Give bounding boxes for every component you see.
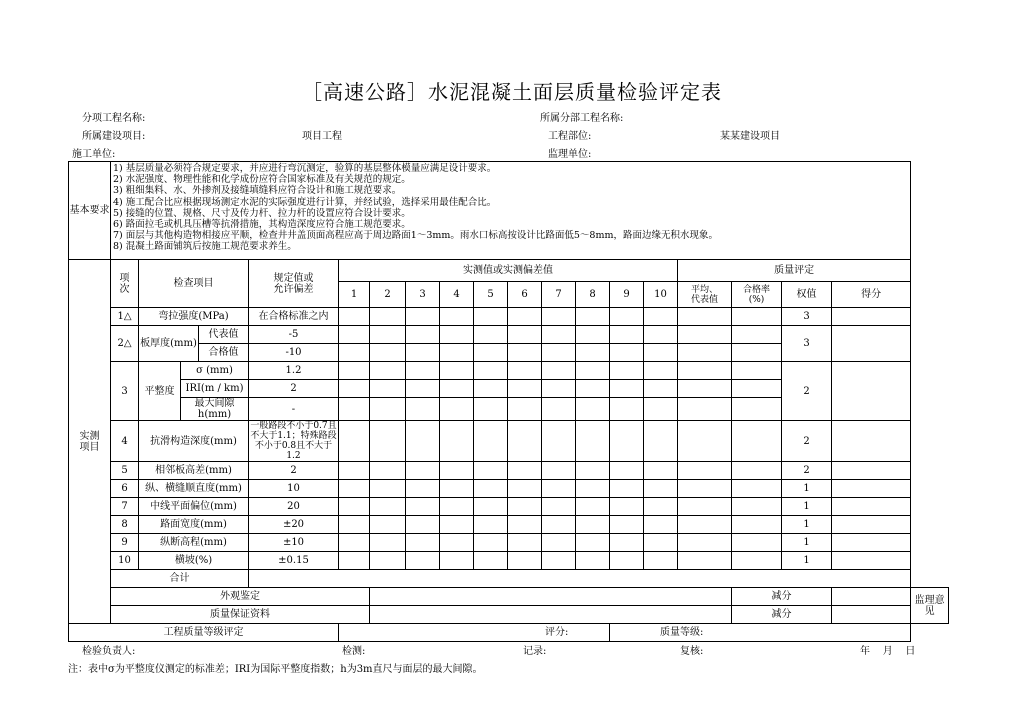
row-weight: 3: [782, 326, 832, 362]
value-cell[interactable]: [644, 534, 678, 552]
row-weight: 1: [782, 498, 832, 516]
zhibao-value[interactable]: [370, 606, 732, 624]
value-cell[interactable]: [678, 398, 732, 421]
value-cell[interactable]: [370, 462, 406, 480]
value-cell[interactable]: [644, 462, 678, 480]
value-cell[interactable]: [832, 326, 911, 362]
value-cell[interactable]: [508, 498, 542, 516]
value-cell[interactable]: [370, 398, 406, 421]
value-cell[interactable]: [610, 498, 644, 516]
value-cell[interactable]: [732, 308, 782, 326]
value-cell[interactable]: [406, 480, 440, 498]
value-cell[interactable]: [678, 380, 732, 398]
row-spec: -10: [249, 344, 339, 362]
value-cell[interactable]: [732, 326, 782, 344]
row-subitem: 代表值: [199, 326, 249, 344]
value-cell[interactable]: [508, 516, 542, 534]
value-cell[interactable]: [576, 552, 610, 570]
row-no: 10: [111, 552, 139, 570]
value-cell[interactable]: [732, 398, 782, 421]
row-spec: 20: [249, 498, 339, 516]
value-cell[interactable]: [440, 398, 474, 421]
row-weight: 2: [782, 362, 832, 421]
value-cell[interactable]: [406, 344, 440, 362]
value-cell[interactable]: [508, 480, 542, 498]
value-cell[interactable]: [370, 421, 406, 462]
date-label: 年 月 日: [860, 646, 916, 657]
value-cell[interactable]: [370, 326, 406, 344]
value-cell[interactable]: [508, 326, 542, 344]
value-cell[interactable]: [832, 421, 911, 462]
row-weight: 1: [782, 480, 832, 498]
heji-label: 合计: [111, 570, 249, 588]
col-num: 6: [508, 282, 542, 308]
row-spec: 一般路段不小于0.7且不大于1.1；特殊路段不小于0.8且不大于1.2: [250, 421, 337, 461]
value-cell[interactable]: [610, 308, 644, 326]
value-cell[interactable]: [732, 498, 782, 516]
value-cell[interactable]: [610, 326, 644, 344]
value-cell[interactable]: [406, 362, 440, 380]
value-cell[interactable]: [576, 516, 610, 534]
waiguan-label: 外观鉴定: [111, 588, 370, 606]
value-cell[interactable]: [678, 552, 732, 570]
value-cell[interactable]: [678, 480, 732, 498]
row-subitem: IRI(m / km): [181, 380, 249, 398]
col-zhiliang-group: 质量评定: [678, 260, 911, 282]
value-cell[interactable]: [610, 421, 644, 462]
value-cell[interactable]: [440, 534, 474, 552]
waiguan-jianfen-value[interactable]: [832, 588, 911, 606]
value-cell[interactable]: [474, 344, 508, 362]
req-line: 5) 接缝的位置、规格、尺寸及传力杆、拉力杆的设置应符合设计要求。: [113, 207, 411, 219]
value-cell[interactable]: [832, 480, 911, 498]
value-cell[interactable]: [339, 552, 370, 570]
value-cell[interactable]: [440, 362, 474, 380]
table-row: [69, 552, 949, 570]
table-row: [69, 516, 949, 534]
value-cell[interactable]: [339, 398, 370, 421]
value-cell[interactable]: [832, 362, 911, 421]
row-no: 3: [111, 362, 139, 421]
row-spec: ±0.15: [249, 552, 339, 570]
value-cell[interactable]: [339, 308, 370, 326]
col-num: 1: [339, 282, 370, 308]
col-num: 5: [474, 282, 508, 308]
row-spec: ±20: [249, 516, 339, 534]
value-cell[interactable]: [732, 421, 782, 462]
value-cell[interactable]: [508, 421, 542, 462]
fuzeren-label: 检验负责人:: [82, 646, 136, 657]
value-cell[interactable]: [732, 534, 782, 552]
value-cell[interactable]: [508, 362, 542, 380]
value-cell[interactable]: [339, 380, 370, 398]
col-pingjun: 平均、 代表值: [678, 282, 732, 308]
basic-requirements-text: [111, 162, 911, 260]
table-row: [69, 421, 949, 462]
value-cell[interactable]: [542, 344, 576, 362]
value-cell[interactable]: [339, 534, 370, 552]
col-hegelv: 合格率 (%): [732, 282, 782, 308]
value-cell[interactable]: [542, 308, 576, 326]
gongcheng-buwei-value: 某某建设项目: [720, 131, 780, 142]
value-cell[interactable]: [440, 552, 474, 570]
value-cell[interactable]: [440, 421, 474, 462]
row-weight: 1: [782, 516, 832, 534]
value-cell[interactable]: [678, 308, 732, 326]
value-cell[interactable]: [678, 516, 732, 534]
value-cell[interactable]: [508, 552, 542, 570]
row-item: 板厚度(mm): [139, 326, 199, 362]
value-cell[interactable]: [339, 516, 370, 534]
value-cell[interactable]: [474, 552, 508, 570]
value-cell[interactable]: [440, 380, 474, 398]
row-no: 7: [111, 498, 139, 516]
row-spec: ±10: [249, 534, 339, 552]
row-no: 8: [111, 516, 139, 534]
value-cell[interactable]: [370, 308, 406, 326]
value-cell[interactable]: [542, 398, 576, 421]
value-cell[interactable]: [370, 362, 406, 380]
value-cell[interactable]: [678, 462, 732, 480]
value-cell[interactable]: [542, 326, 576, 344]
col-num: 8: [576, 282, 610, 308]
value-cell[interactable]: [576, 421, 610, 462]
value-cell[interactable]: [678, 534, 732, 552]
value-cell[interactable]: [474, 326, 508, 344]
row-spec: 10: [249, 480, 339, 498]
value-cell[interactable]: [576, 534, 610, 552]
req-line: 2) 水泥强度、物理性能和化学成份应符合国家标准及有关规范的规定。: [113, 174, 411, 186]
req-line: 4) 施工配合比应根据现场测定水泥的实际强度进行计算，并经试验，选择采用最佳配合比。: [113, 196, 497, 208]
value-cell[interactable]: [644, 344, 678, 362]
value-cell[interactable]: [732, 380, 782, 398]
zhibao-label: 质量保证资料: [111, 606, 370, 624]
value-cell[interactable]: [644, 516, 678, 534]
value-cell[interactable]: [678, 498, 732, 516]
table-row: [69, 498, 949, 516]
value-cell[interactable]: [542, 534, 576, 552]
value-cell[interactable]: [474, 308, 508, 326]
value-cell[interactable]: [542, 380, 576, 398]
col-num: 4: [440, 282, 474, 308]
value-cell[interactable]: [339, 480, 370, 498]
value-cell[interactable]: [610, 380, 644, 398]
gongcheng-buwei-label: 工程部位:: [548, 131, 592, 142]
col-guiding: 规定值或 允许偏差: [249, 260, 339, 308]
table-row: [69, 570, 949, 588]
row-item: 相邻板高差(mm): [139, 462, 249, 480]
table-row: [69, 326, 949, 344]
value-cell[interactable]: [406, 498, 440, 516]
value-cell[interactable]: [610, 398, 644, 421]
jilu-label: 记录:: [523, 646, 547, 657]
waiguan-value[interactable]: [370, 588, 732, 606]
value-cell[interactable]: [610, 516, 644, 534]
value-cell[interactable]: [610, 362, 644, 380]
value-cell[interactable]: [339, 498, 370, 516]
value-cell[interactable]: [644, 398, 678, 421]
row-spec: 2: [249, 462, 339, 480]
table-row: [69, 606, 949, 624]
value-cell[interactable]: [440, 498, 474, 516]
col-defen: 得分: [832, 282, 911, 308]
value-cell[interactable]: [732, 344, 782, 362]
value-cell[interactable]: [440, 480, 474, 498]
req-line: 3) 粗细集料、水、外掺剂及接缝填缝料应符合设计和施工规范要求。: [113, 185, 402, 197]
value-cell[interactable]: [406, 421, 440, 462]
row-no: 9: [111, 534, 139, 552]
row-item: 中线平面偏位(mm): [139, 498, 249, 516]
dengji-label: 工程质量等级评定: [69, 624, 339, 642]
value-cell[interactable]: [678, 421, 732, 462]
value-cell[interactable]: [474, 534, 508, 552]
value-cell[interactable]: [370, 516, 406, 534]
value-cell[interactable]: [474, 516, 508, 534]
value-cell[interactable]: [832, 552, 911, 570]
row-spec: -: [249, 398, 339, 421]
row-no: 5: [111, 462, 139, 480]
value-cell[interactable]: [832, 308, 911, 326]
row-weight: 2: [782, 462, 832, 480]
row-item: 纵、横缝顺直度(mm): [139, 480, 249, 498]
value-cell[interactable]: [576, 308, 610, 326]
value-cell[interactable]: [576, 498, 610, 516]
value-cell[interactable]: [542, 516, 576, 534]
value-cell[interactable]: [474, 462, 508, 480]
shigong-label: 施工单位:: [72, 149, 116, 160]
row-subitem: 最大间隙h(mm): [181, 398, 249, 421]
value-cell[interactable]: [406, 534, 440, 552]
value-cell[interactable]: [474, 380, 508, 398]
value-cell[interactable]: [644, 326, 678, 344]
value-cell[interactable]: [339, 421, 370, 462]
pingfen-label: 评分:: [339, 624, 610, 642]
value-cell[interactable]: [508, 534, 542, 552]
value-cell[interactable]: [644, 552, 678, 570]
value-cell[interactable]: [440, 308, 474, 326]
inspection-table: [68, 161, 949, 642]
value-cell[interactable]: [474, 362, 508, 380]
value-cell[interactable]: [542, 462, 576, 480]
row-weight: 3: [782, 308, 832, 326]
value-cell[interactable]: [406, 308, 440, 326]
value-cell[interactable]: [576, 398, 610, 421]
waiguan-jianfen-label: 减分: [732, 588, 832, 606]
table-row: [69, 308, 949, 326]
row-item: 平整度: [139, 362, 181, 421]
value-cell[interactable]: [542, 362, 576, 380]
value-cell[interactable]: [339, 462, 370, 480]
value-cell[interactable]: [440, 344, 474, 362]
fuhe-label: 复核:: [680, 646, 704, 657]
req-line: 8) 混凝土路面铺筑后按施工规范要求养生。: [113, 241, 297, 253]
row-subitem: σ (mm): [181, 362, 249, 380]
value-cell[interactable]: [832, 498, 911, 516]
value-cell[interactable]: [610, 462, 644, 480]
value-cell[interactable]: [406, 462, 440, 480]
req-line: 6) 路面拉毛或机具压槽等抗滑措施，其构造深度应符合施工规范要求。: [113, 219, 411, 231]
row-weight: 2: [782, 421, 832, 462]
value-cell[interactable]: [542, 480, 576, 498]
row-weight: 1: [782, 552, 832, 570]
row-spec: 2: [249, 380, 339, 398]
value-cell[interactable]: [732, 362, 782, 380]
jianshe-value: 项目工程: [302, 131, 342, 142]
value-cell[interactable]: [440, 326, 474, 344]
row-spec: 1.2: [249, 362, 339, 380]
value-cell[interactable]: [610, 480, 644, 498]
value-cell[interactable]: [440, 462, 474, 480]
value-cell[interactable]: [644, 480, 678, 498]
col-num: 3: [406, 282, 440, 308]
col-num: 7: [542, 282, 576, 308]
table-row: [69, 462, 949, 480]
value-cell[interactable]: [644, 380, 678, 398]
req-line: 7) 面层与其他构造物相接应平顺，检查井井盖顶面高程应高于周边路面1～3mm。雨水口标高按设计比路面低5～8mm，路面边缘无积水现象。: [113, 230, 718, 242]
col-num: 9: [610, 282, 644, 308]
value-cell[interactable]: [576, 462, 610, 480]
row-item: 横坡(%): [139, 552, 249, 570]
zhiliang-dengji-label: 质量等级:: [610, 624, 911, 642]
value-cell[interactable]: [576, 362, 610, 380]
value-cell[interactable]: [610, 534, 644, 552]
value-cell[interactable]: [474, 498, 508, 516]
value-cell[interactable]: [370, 552, 406, 570]
value-cell[interactable]: [832, 462, 911, 480]
value-cell[interactable]: [576, 326, 610, 344]
value-cell[interactable]: [508, 380, 542, 398]
value-cell[interactable]: [474, 421, 508, 462]
note-text: 注：表中σ为平整度仪测定的标准差；IRI为国际平整度指数；h为3m直尺与面层的最大间隙。: [68, 664, 483, 675]
value-cell[interactable]: [678, 344, 732, 362]
col-num: 2: [370, 282, 406, 308]
value-cell[interactable]: [406, 516, 440, 534]
row-item: 弯拉强度(MPa): [139, 308, 249, 326]
row-spec: 在合格标准之内: [249, 308, 339, 326]
value-cell[interactable]: [406, 326, 440, 344]
row-no: 6: [111, 480, 139, 498]
jianli-label: 监理单位:: [548, 149, 592, 160]
value-cell[interactable]: [339, 344, 370, 362]
value-cell[interactable]: [406, 398, 440, 421]
value-cell[interactable]: [644, 362, 678, 380]
col-shice-group: 实测值或实测偏差值: [339, 260, 678, 282]
value-cell[interactable]: [678, 326, 732, 344]
value-cell[interactable]: [542, 498, 576, 516]
value-cell[interactable]: [576, 480, 610, 498]
value-cell[interactable]: [406, 552, 440, 570]
value-cell[interactable]: [610, 344, 644, 362]
jianli-yijian-label: 监理意见: [911, 588, 949, 624]
value-cell[interactable]: [339, 362, 370, 380]
heji-value[interactable]: [249, 570, 911, 588]
value-cell[interactable]: [339, 326, 370, 344]
table-row: [69, 588, 949, 606]
value-cell[interactable]: [370, 344, 406, 362]
value-cell[interactable]: [370, 480, 406, 498]
value-cell[interactable]: [644, 308, 678, 326]
col-quanzhi: 权值: [782, 282, 832, 308]
table-row: [69, 624, 949, 642]
value-cell[interactable]: [576, 344, 610, 362]
value-cell[interactable]: [832, 516, 911, 534]
value-cell[interactable]: [508, 308, 542, 326]
suoshu-label: 所属分部工程名称:: [540, 113, 624, 124]
table-row: [69, 480, 949, 498]
value-cell[interactable]: [542, 421, 576, 462]
col-xiangci: 项 次: [111, 260, 139, 308]
jianshe-label: 所属建设项目:: [82, 131, 146, 142]
value-cell[interactable]: [370, 498, 406, 516]
row-item: 纵断高程(mm): [139, 534, 249, 552]
value-cell[interactable]: [508, 344, 542, 362]
value-cell[interactable]: [474, 480, 508, 498]
row-subitem: 合格值: [199, 344, 249, 362]
value-cell[interactable]: [370, 380, 406, 398]
row-weight: 1: [782, 534, 832, 552]
req-line: 1) 基层质量必须符合规定要求，并应进行弯沉测定，验算的基层整体模量应满足设计要求。: [113, 163, 497, 174]
value-cell[interactable]: [370, 534, 406, 552]
basic-requirements-label: 基本要求: [69, 162, 111, 260]
row-no: 4: [111, 421, 139, 462]
value-cell[interactable]: [474, 398, 508, 421]
value-cell[interactable]: [508, 398, 542, 421]
page-title: ［高速公路］水泥混凝土面层质量检验评定表: [302, 80, 722, 104]
value-cell[interactable]: [542, 552, 576, 570]
value-cell[interactable]: [610, 552, 644, 570]
zhibao-jianfen-value[interactable]: [832, 606, 911, 624]
value-cell[interactable]: [644, 498, 678, 516]
value-cell[interactable]: [732, 462, 782, 480]
value-cell[interactable]: [832, 534, 911, 552]
zhibao-jianfen-label: 减分: [732, 606, 832, 624]
col-num: 10: [644, 282, 678, 308]
table-row: [69, 362, 949, 380]
row-no: 2△: [111, 326, 139, 362]
row-item: 路面宽度(mm): [139, 516, 249, 534]
row-spec: -5: [249, 326, 339, 344]
value-cell[interactable]: [732, 552, 782, 570]
row-no: 1△: [111, 308, 139, 326]
value-cell[interactable]: [440, 516, 474, 534]
jiance-label: 检测:: [342, 646, 366, 657]
table-row: [69, 534, 949, 552]
value-cell[interactable]: [732, 480, 782, 498]
value-cell[interactable]: [732, 516, 782, 534]
shice-label: 实测 项目: [69, 260, 111, 624]
value-cell[interactable]: [678, 362, 732, 380]
row-item: 抗滑构造深度(mm): [139, 421, 249, 462]
value-cell[interactable]: [576, 380, 610, 398]
fenxiang-label: 分项工程名称:: [82, 113, 146, 124]
value-cell[interactable]: [406, 380, 440, 398]
value-cell[interactable]: [644, 421, 678, 462]
col-jiancha: 检查项目: [139, 260, 249, 308]
value-cell[interactable]: [508, 462, 542, 480]
